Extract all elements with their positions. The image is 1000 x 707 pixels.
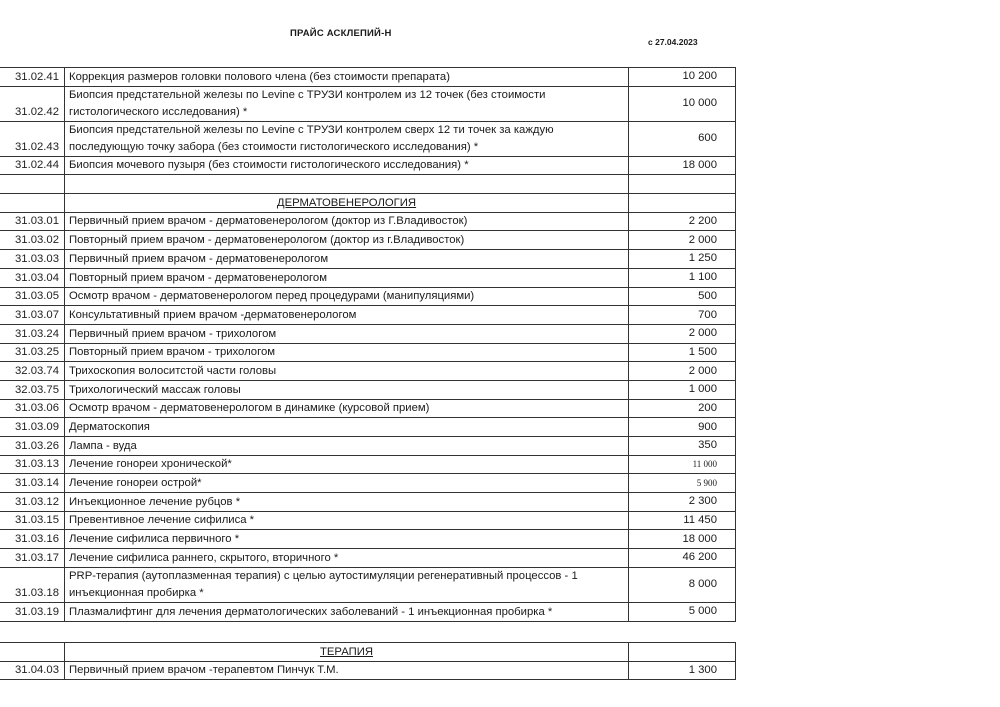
service-price: 1 100 bbox=[629, 268, 736, 287]
table-row bbox=[0, 343, 736, 362]
service-code bbox=[0, 643, 65, 662]
table-row bbox=[0, 474, 736, 493]
service-price bbox=[629, 194, 736, 213]
section-title: ДЕРМАТОВЕНЕРОЛОГИЯ bbox=[65, 194, 629, 213]
service-name: Первичный прием врачом - трихологом bbox=[65, 324, 629, 343]
empty-row bbox=[0, 175, 736, 194]
service-name: Осмотр врачом - дерматовенерологом в динамике (курсовой прием) bbox=[65, 399, 629, 418]
service-code: 31.03.15 bbox=[0, 511, 65, 530]
service-price bbox=[629, 643, 736, 662]
service-price: 700 bbox=[629, 306, 736, 325]
table-row bbox=[0, 549, 736, 568]
service-code: 31.02.41 bbox=[0, 68, 65, 87]
service-price: 600 bbox=[629, 121, 736, 156]
service-price bbox=[629, 175, 736, 194]
table-row bbox=[0, 86, 736, 121]
service-price: 2 200 bbox=[629, 212, 736, 231]
section-header-dermatovenerology bbox=[0, 194, 736, 213]
service-price: 5 000 bbox=[629, 602, 736, 621]
service-code: 31.03.03 bbox=[0, 250, 65, 269]
service-code: 31.03.16 bbox=[0, 530, 65, 549]
service-name: Лечение гонореи хронической* bbox=[65, 455, 629, 474]
service-code: 31.03.19 bbox=[0, 602, 65, 621]
price-table-therapy bbox=[0, 642, 736, 680]
service-code: 31.03.13 bbox=[0, 455, 65, 474]
service-code: 31.03.24 bbox=[0, 324, 65, 343]
service-name: Лечение гонореи острой* bbox=[65, 474, 629, 493]
service-name bbox=[65, 175, 629, 194]
service-name: Биопсия мочевого пузыря (без стоимости гистологического исследования) * bbox=[65, 156, 629, 175]
table-row bbox=[0, 68, 736, 87]
section-header-therapy bbox=[0, 643, 736, 662]
service-code: 31.03.09 bbox=[0, 418, 65, 437]
table-row bbox=[0, 455, 736, 474]
service-price: 18 000 bbox=[629, 156, 736, 175]
service-name: Трихоскопия волоситстой части головы bbox=[65, 362, 629, 381]
service-code: 31.03.25 bbox=[0, 343, 65, 362]
service-code: 31.02.44 bbox=[0, 156, 65, 175]
price-table-main bbox=[0, 67, 736, 622]
table-row bbox=[0, 362, 736, 381]
service-name: Осмотр врачом - дерматовенерологом перед процедурами (манипуляциями) bbox=[65, 287, 629, 306]
table-row bbox=[0, 231, 736, 250]
service-price: 11 000 bbox=[629, 455, 736, 474]
table-row bbox=[0, 268, 736, 287]
service-code: 31.03.06 bbox=[0, 399, 65, 418]
service-price: 1 000 bbox=[629, 380, 736, 399]
service-code: 31.03.18 bbox=[0, 567, 65, 602]
service-name: Консультативный прием врачом -дерматовенерологом bbox=[65, 306, 629, 325]
service-name: Повторный прием врачом - трихологом bbox=[65, 343, 629, 362]
table-row bbox=[0, 437, 736, 456]
service-price: 2 300 bbox=[629, 493, 736, 512]
price-list-title: ПРАЙС АСКЛЕПИЙ-Н bbox=[290, 28, 392, 39]
service-price: 900 bbox=[629, 418, 736, 437]
section-title: ТЕРАПИЯ bbox=[65, 643, 629, 662]
service-price: 18 000 bbox=[629, 530, 736, 549]
table-row bbox=[0, 661, 736, 680]
table-row bbox=[0, 324, 736, 343]
service-code: 31.03.01 bbox=[0, 212, 65, 231]
service-name: Лечение сифилиса первичного * bbox=[65, 530, 629, 549]
service-price: 200 bbox=[629, 399, 736, 418]
effective-date: с 27.04.2023 bbox=[648, 37, 698, 47]
service-name: Инъекционное лечение рубцов * bbox=[65, 493, 629, 512]
service-name: Лампа - вуда bbox=[65, 437, 629, 456]
table-row bbox=[0, 380, 736, 399]
service-name: Первичный прием врачом - дерматовенерологом (доктор из Г.Владивосток) bbox=[65, 212, 629, 231]
service-price: 500 bbox=[629, 287, 736, 306]
table-row bbox=[0, 212, 736, 231]
service-price: 1 250 bbox=[629, 250, 736, 269]
service-name: Биопсия предстательной железы по Levine с ТРУЗИ контролем сверх 12 ти точек за каждую последующую точку забора (без стоимости гистологического исследования) * bbox=[65, 121, 629, 156]
service-code: 31.03.07 bbox=[0, 306, 65, 325]
service-price: 2 000 bbox=[629, 362, 736, 381]
service-code: 32.03.74 bbox=[0, 362, 65, 381]
service-price: 5 900 bbox=[629, 474, 736, 493]
service-code: 31.03.05 bbox=[0, 287, 65, 306]
service-code: 31.02.42 bbox=[0, 86, 65, 121]
service-name: Первичный прием врачом -терапевтом Пинчук Т.М. bbox=[65, 661, 629, 680]
service-price: 350 bbox=[629, 437, 736, 456]
service-price: 8 000 bbox=[629, 567, 736, 602]
table-row bbox=[0, 418, 736, 437]
service-name: Плазмалифтинг для лечения дерматологических заболеваний - 1 инъекционная пробирка * bbox=[65, 602, 629, 621]
table-row bbox=[0, 306, 736, 325]
service-code bbox=[0, 175, 65, 194]
service-price: 2 000 bbox=[629, 231, 736, 250]
service-name: Трихологический массаж головы bbox=[65, 380, 629, 399]
service-name: Превентивное лечение сифилиса * bbox=[65, 511, 629, 530]
service-name: Повторный прием врачом - дерматовенерологом bbox=[65, 268, 629, 287]
table-row bbox=[0, 287, 736, 306]
table-row bbox=[0, 250, 736, 269]
table-row bbox=[0, 602, 736, 621]
table-row bbox=[0, 511, 736, 530]
service-price: 1 500 bbox=[629, 343, 736, 362]
service-code: 31.03.26 bbox=[0, 437, 65, 456]
service-name: Первичный прием врачом - дерматовенерологом bbox=[65, 250, 629, 269]
service-price: 1 300 bbox=[629, 661, 736, 680]
service-name: Повторный прием врачом - дерматовенерологом (доктор из г.Владивосток) bbox=[65, 231, 629, 250]
table-row bbox=[0, 121, 736, 156]
service-code: 31.03.02 bbox=[0, 231, 65, 250]
table-row bbox=[0, 493, 736, 512]
table-row bbox=[0, 530, 736, 549]
service-name: Биопсия предстательной железы по Levine с ТРУЗИ контролем из 12 точек (без стоимости гистологического исследования) * bbox=[65, 86, 629, 121]
service-code: 31.03.14 bbox=[0, 474, 65, 493]
table-row bbox=[0, 399, 736, 418]
service-name: Коррекция размеров головки полового члена (без стоимости препарата) bbox=[65, 68, 629, 87]
service-price: 10 200 bbox=[629, 68, 736, 87]
service-name: PRP-терапия (аутоплазменная терапия) с целью аутостимуляции регенеративный процессов - 1 инъекционная пробирка * bbox=[65, 567, 629, 602]
service-price: 2 000 bbox=[629, 324, 736, 343]
service-code: 31.03.12 bbox=[0, 493, 65, 512]
service-price: 11 450 bbox=[629, 511, 736, 530]
service-price: 10 000 bbox=[629, 86, 736, 121]
service-name: Лечение сифилиса раннего, скрытого, вторичного * bbox=[65, 549, 629, 568]
service-code: 31.04.03 bbox=[0, 661, 65, 680]
service-price: 46 200 bbox=[629, 549, 736, 568]
table-row bbox=[0, 567, 736, 602]
service-code: 31.03.17 bbox=[0, 549, 65, 568]
service-code: 31.03.04 bbox=[0, 268, 65, 287]
table-row bbox=[0, 156, 736, 175]
service-code: 32.03.75 bbox=[0, 380, 65, 399]
service-name: Дерматоскопия bbox=[65, 418, 629, 437]
service-code bbox=[0, 194, 65, 213]
service-code: 31.02.43 bbox=[0, 121, 65, 156]
